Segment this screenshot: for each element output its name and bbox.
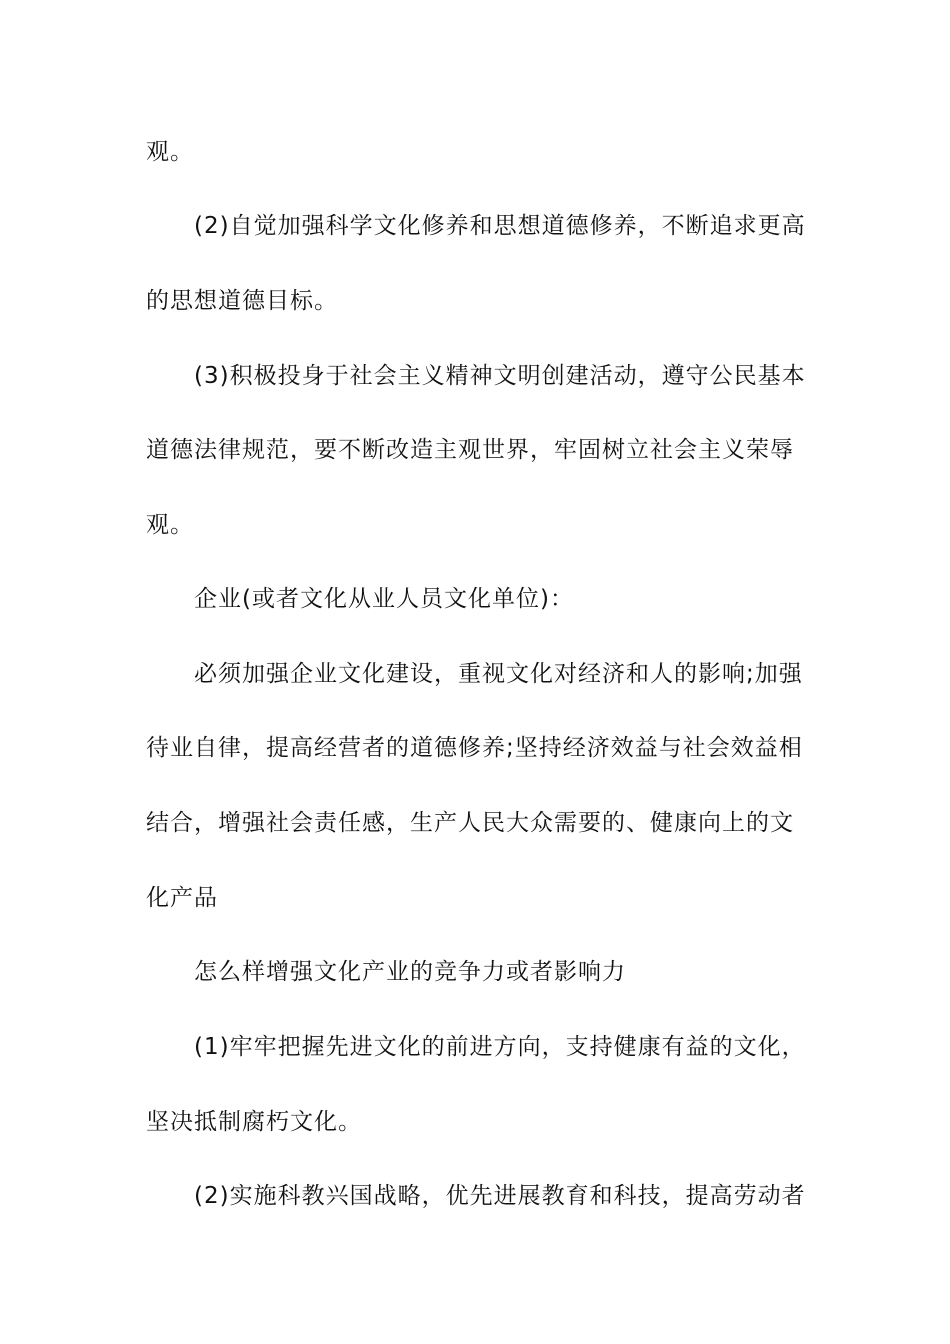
text-line: 观。 — [146, 512, 194, 538]
text-line: 道德法律规范，要不断改造主观世界，牢固树立社会主义荣辱 — [146, 437, 794, 463]
text-line: 的思想道德目标。 — [146, 288, 338, 314]
text-line: 坚决抵制腐朽文化。 — [146, 1109, 362, 1135]
text-line: (2)自觉加强科学文化修养和思想道德修养，不断追求更高 — [194, 213, 806, 239]
text-line: 结合，增强社会责任感，生产人民大众需要的、健康向上的文 — [146, 810, 794, 836]
text-line: 待业自律，提高经营者的道德修养;坚持经济效益与社会效益相 — [146, 735, 803, 761]
text-line: (3)积极投身于社会主义精神文明创建活动，遵守公民基本 — [194, 363, 806, 389]
text-line: (1)牢牢把握先进文化的前进方向，支持健康有益的文化， — [194, 1034, 806, 1060]
text-line: 化产品 — [146, 885, 218, 911]
text-line: 企业(或者文化从业人员文化单位)： — [194, 586, 574, 612]
text-line: 观。 — [146, 139, 194, 165]
text-line: 怎么样增强文化产业的竞争力或者影响力 — [194, 959, 626, 985]
text-line: (2)实施科教兴国战略，优先进展教育和科技，提高劳动者 — [194, 1183, 806, 1209]
text-line: 必须加强企业文化建设，重视文化对经济和人的影响;加强 — [194, 661, 803, 687]
